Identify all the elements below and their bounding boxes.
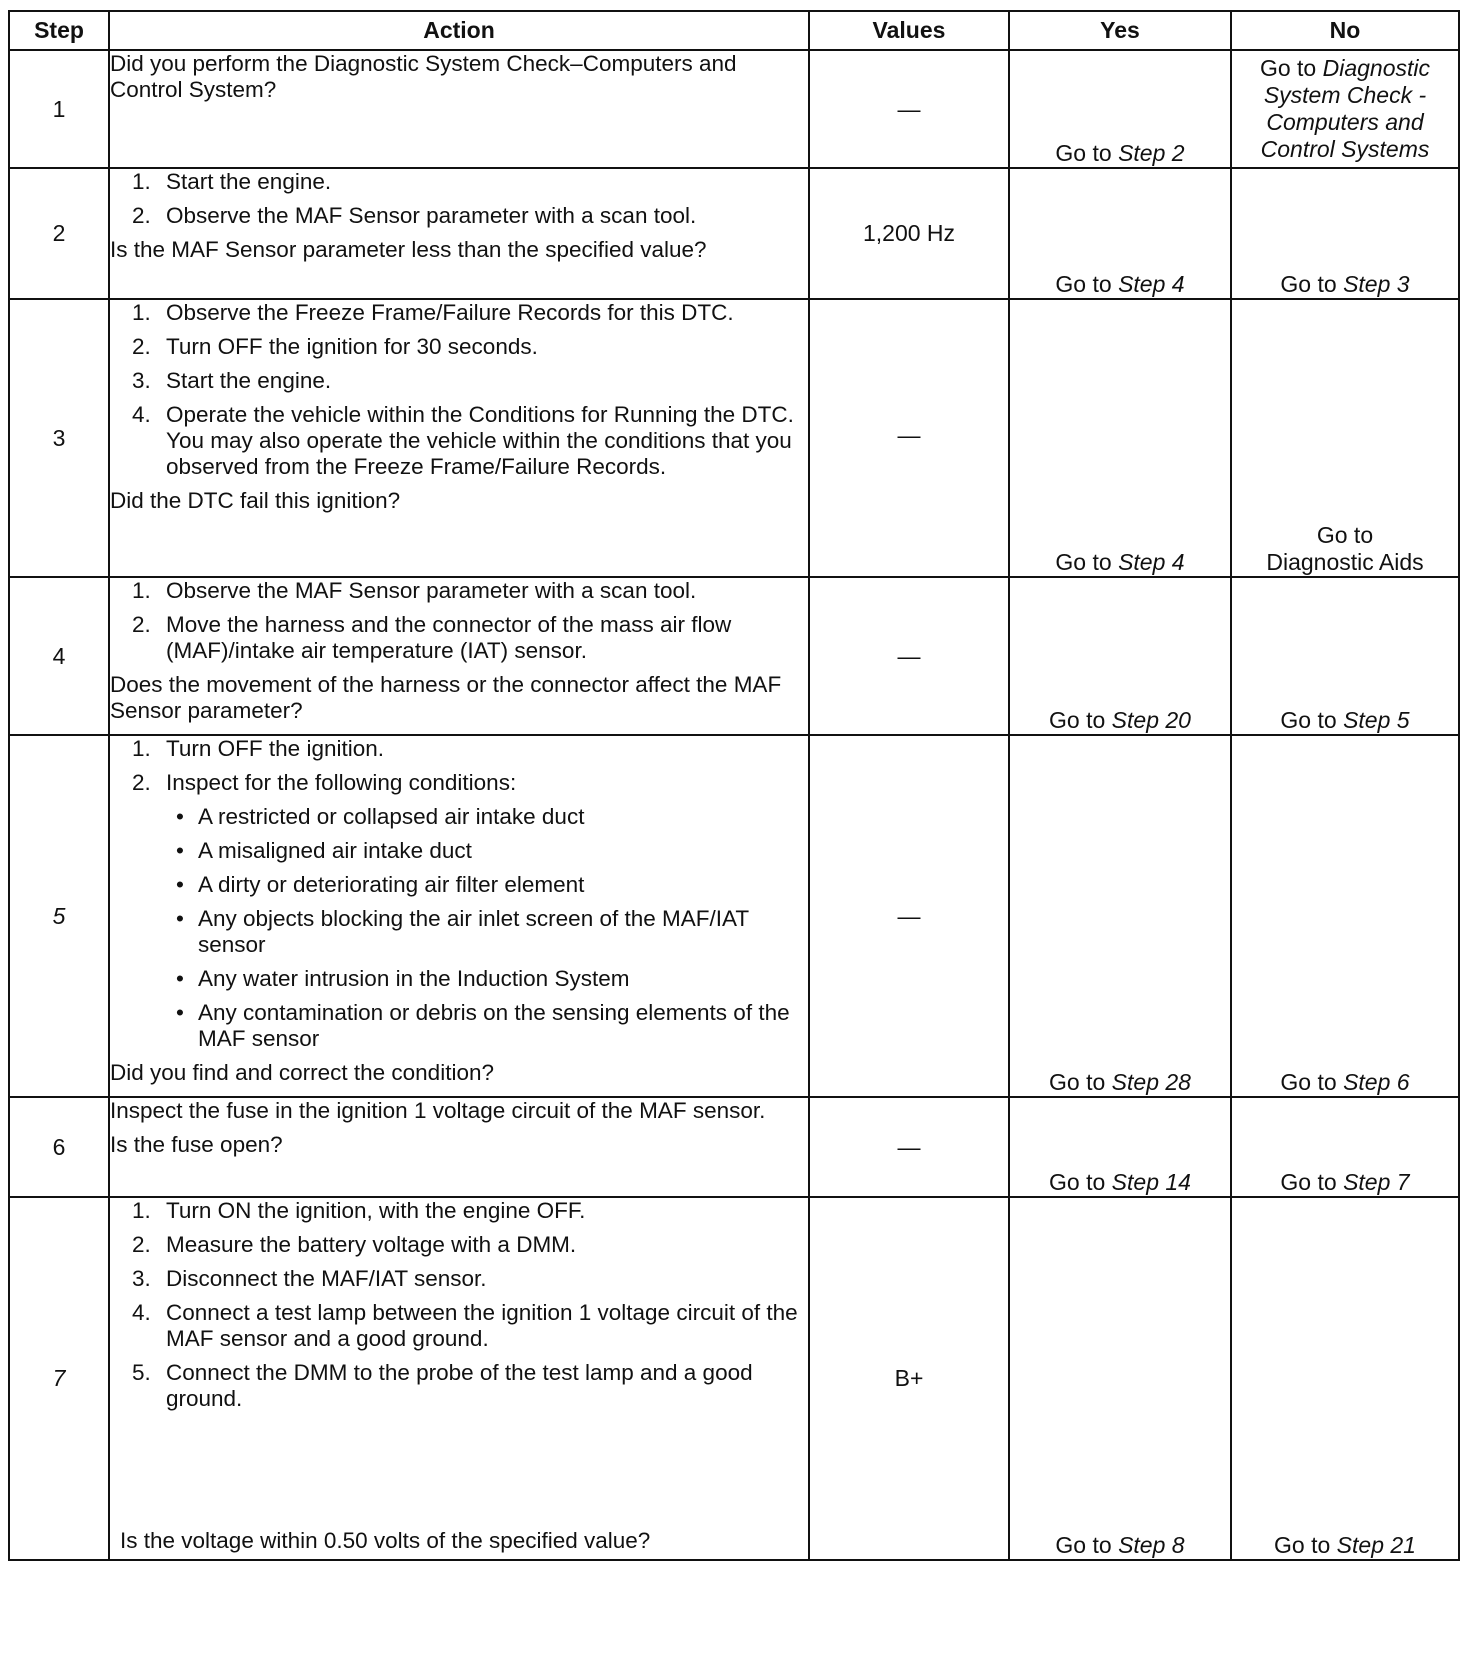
step-number: 6 (9, 1097, 109, 1197)
yes-prefix: Go to (1049, 1069, 1106, 1095)
no-target: Step 21 (1336, 1532, 1416, 1558)
value-cell: — (809, 577, 1009, 735)
value-cell: 1,200 Hz (809, 168, 1009, 299)
action-cell (109, 1097, 809, 1197)
action-question: Did the DTC fail this ignition? (110, 488, 401, 513)
yes-target: Step 4 (1118, 549, 1185, 575)
action-cell (109, 1197, 809, 1560)
no-cell (1231, 299, 1459, 577)
no-target: Diagnostic System Check - Computers and Control Systems (1260, 55, 1431, 162)
header-values: Values (809, 11, 1009, 50)
no-prefix: Go to (1316, 522, 1374, 548)
action-step: 1. Observe the Freeze Frame/Failure Records for this DTC. (132, 300, 734, 325)
table-row (9, 577, 1459, 735)
yes-target: Step 4 (1118, 271, 1185, 297)
yes-prefix: Go to (1049, 1169, 1106, 1195)
table-row (9, 1197, 1459, 1560)
action-cell (109, 299, 809, 577)
yes-cell (1009, 50, 1231, 168)
no-cell (1231, 577, 1459, 735)
action-cell (109, 735, 809, 1097)
yes-cell (1009, 168, 1231, 299)
action-step: 4. Connect a test lamp between the ignition 1 voltage circuit of the MAF sensor and a good ground. (132, 1300, 798, 1351)
action-step: 1. Start the engine. (132, 169, 332, 194)
no-cell (1231, 168, 1459, 299)
step-number: 1 (9, 50, 109, 168)
no-cell (1231, 1097, 1459, 1197)
diagnostic-table (8, 10, 1460, 1561)
yes-target: Step 20 (1111, 707, 1191, 733)
yes-prefix: Go to (1055, 140, 1112, 166)
action-question: Is the fuse open? (110, 1132, 283, 1157)
yes-prefix: Go to (1055, 549, 1112, 575)
yes-target: Step 8 (1118, 1532, 1185, 1558)
yes-prefix: Go to (1049, 707, 1106, 733)
action-question: Is the voltage within 0.50 volts of the specified value? (120, 1528, 651, 1553)
yes-target: Step 28 (1111, 1069, 1191, 1095)
yes-prefix: Go to (1055, 1532, 1112, 1558)
action-step: 2. Inspect for the following conditions: (132, 770, 517, 795)
action-cell (109, 168, 809, 299)
no-prefix: Go to (1259, 55, 1317, 81)
yes-prefix: Go to (1055, 271, 1112, 297)
condition-item: • Any objects blocking the air inlet screen of the MAF/IAT sensor (176, 906, 749, 957)
value-cell: — (809, 1097, 1009, 1197)
condition-item: • A misaligned air intake duct (176, 838, 472, 863)
action-step: 3. Disconnect the MAF/IAT sensor. (132, 1266, 487, 1291)
action-step: 1. Observe the MAF Sensor parameter with a scan tool. (132, 578, 697, 603)
value-cell: B+ (809, 1197, 1009, 1560)
no-target: Diagnostic Aids (1266, 549, 1424, 575)
no-cell (1231, 1197, 1459, 1560)
action-step: 1. Turn OFF the ignition. (132, 736, 385, 761)
value-cell: — (809, 299, 1009, 577)
condition-item: • A restricted or collapsed air intake duct (176, 804, 585, 829)
no-target: Step 5 (1343, 707, 1410, 733)
action-text: Did you perform the Diagnostic System Check–Computers and Control System? (110, 51, 737, 102)
no-cell (1231, 50, 1459, 168)
action-question: Is the MAF Sensor parameter less than the specified value? (110, 237, 707, 262)
condition-item: • A dirty or deteriorating air filter element (176, 872, 585, 897)
step-number: 4 (9, 577, 109, 735)
action-step: 4. Operate the vehicle within the Conditions for Running the DTC. You may also operate the vehicle within the conditions that you observed from the Freeze Frame/Failure Records. (132, 402, 794, 479)
action-step: 2. Turn OFF the ignition for 30 seconds. (132, 334, 538, 359)
no-prefix: Go to (1280, 271, 1337, 297)
header-row (9, 11, 1459, 50)
action-step: 2. Observe the MAF Sensor parameter with a scan tool. (132, 203, 697, 228)
action-step: 1. Turn ON the ignition, with the engine OFF. (132, 1198, 586, 1223)
header-no: No (1231, 11, 1459, 50)
action-question: Did you find and correct the condition? (110, 1060, 494, 1085)
condition-item: • Any water intrusion in the Induction System (176, 966, 630, 991)
action-cell (109, 50, 809, 168)
value-cell: — (809, 50, 1009, 168)
action-text: Inspect the fuse in the ignition 1 voltage circuit of the MAF sensor. (110, 1098, 766, 1123)
header-yes: Yes (1009, 11, 1231, 50)
yes-cell (1009, 1097, 1231, 1197)
yes-target: Step 2 (1118, 140, 1185, 166)
step-number: 2 (9, 168, 109, 299)
no-prefix: Go to (1280, 1169, 1337, 1195)
yes-cell (1009, 1197, 1231, 1560)
table-row (9, 735, 1459, 1097)
table-row (9, 50, 1459, 168)
no-prefix: Go to (1274, 1532, 1331, 1558)
yes-cell (1009, 577, 1231, 735)
yes-cell (1009, 299, 1231, 577)
step-number: 7 (9, 1197, 109, 1560)
action-step: 2. Measure the battery voltage with a DMM. (132, 1232, 577, 1257)
step-number: 5 (9, 735, 109, 1097)
condition-item: • Any contamination or debris on the sensing elements of the MAF sensor (176, 1000, 790, 1051)
value-cell: — (809, 735, 1009, 1097)
header-step: Step (9, 11, 109, 50)
table-row (9, 299, 1459, 577)
action-step: 3. Start the engine. (132, 368, 332, 393)
action-cell (109, 577, 809, 735)
no-target: Step 6 (1343, 1069, 1410, 1095)
yes-target: Step 14 (1111, 1169, 1191, 1195)
no-prefix: Go to (1280, 707, 1337, 733)
action-question: Does the movement of the harness or the connector affect the MAF Sensor parameter? (110, 672, 782, 723)
action-step: 2. Move the harness and the connector of the mass air flow (MAF)/intake air temperature (IAT) sensor. (132, 612, 732, 663)
step-number: 3 (9, 299, 109, 577)
no-prefix: Go to (1280, 1069, 1337, 1095)
no-target: Step 7 (1343, 1169, 1410, 1195)
header-action: Action (109, 11, 809, 50)
no-cell (1231, 735, 1459, 1097)
yes-cell (1009, 735, 1231, 1097)
table-row (9, 1097, 1459, 1197)
no-target: Step 3 (1343, 271, 1410, 297)
table-row (9, 168, 1459, 299)
action-step: 5. Connect the DMM to the probe of the test lamp and a good ground. (132, 1360, 753, 1411)
